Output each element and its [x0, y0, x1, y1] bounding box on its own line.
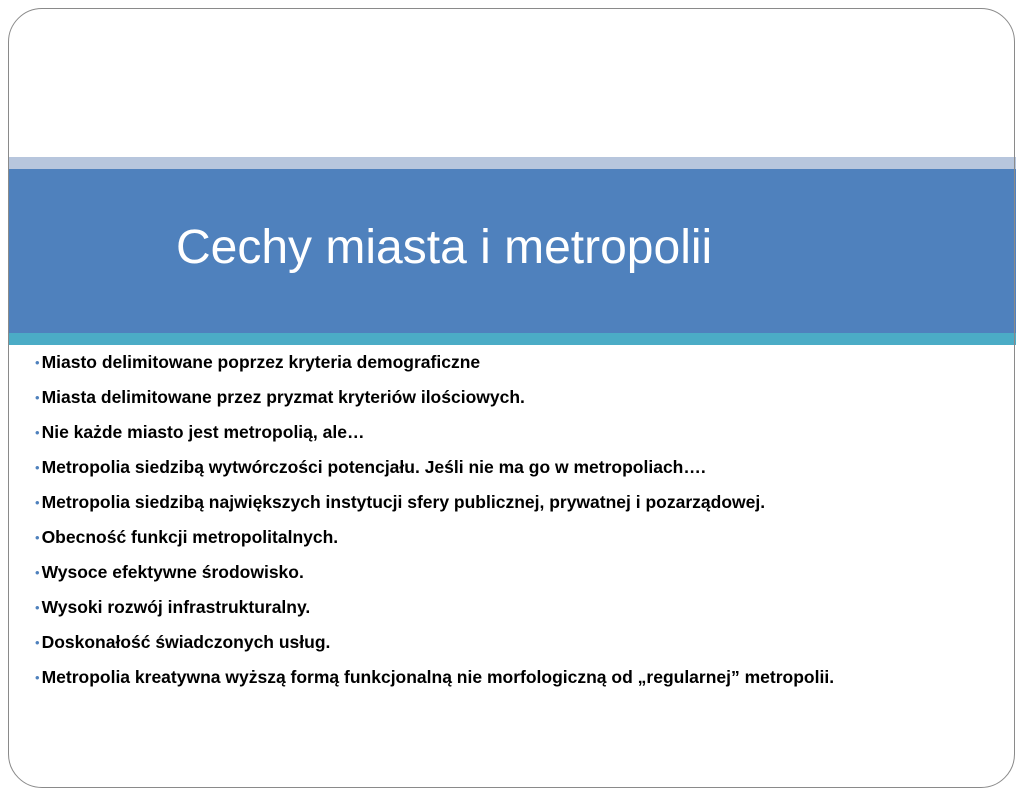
bullet-icon: • — [35, 425, 40, 440]
bullet-item — [30, 595, 1016, 620]
bullet-item — [30, 420, 1016, 445]
bullet-icon: • — [35, 670, 40, 685]
bullet-icon: • — [35, 390, 40, 405]
bullet-item — [30, 630, 1016, 655]
bullet-item — [30, 525, 1016, 550]
bullet-item — [30, 490, 1016, 515]
bullet-item — [30, 455, 1016, 480]
bullet-icon: • — [35, 530, 40, 545]
bullet-icon: • — [35, 565, 40, 580]
slide-title: Cechy miasta i metropolii — [176, 221, 713, 274]
title-top-accent-band — [8, 157, 1016, 169]
bullet-item — [30, 385, 1016, 410]
bullet-icon: • — [35, 600, 40, 615]
bullet-text: Metropolia siedzibą wytwórczości potencjału. Jeśli nie ma go w metropoliach…. — [41, 457, 706, 477]
bullet-icon: • — [35, 355, 40, 370]
bullet-item — [30, 350, 1016, 375]
bullet-text: Metropolia siedzibą największych instytucji sfery publicznej, prywatnej i pozarządowej. — [41, 492, 766, 512]
bullet-icon: • — [35, 495, 40, 510]
bullet-text: Metropolia kreatywna wyższą formą funkcjonalną nie morfologiczną od „regularnej” metropolii. — [41, 667, 835, 687]
bullet-text: Wysoki rozwój infrastrukturalny. — [41, 597, 311, 617]
bullet-list — [30, 350, 1016, 696]
title-bottom-accent-band — [8, 333, 1016, 345]
bullet-item — [30, 560, 1016, 585]
bullet-text: Doskonałość świadczonych usług. — [41, 632, 331, 652]
bullet-text: Wysoce efektywne środowisko. — [41, 562, 304, 582]
bullet-text: Miasta delimitowane przez pryzmat kryteriów ilościowych. — [41, 387, 525, 407]
bullet-text: Obecność funkcji metropolitalnych. — [41, 527, 339, 547]
bullet-text: Miasto delimitowane poprzez kryteria demograficzne — [41, 352, 481, 372]
bullet-icon: • — [35, 460, 40, 475]
bullet-text: Nie każde miasto jest metropolią, ale… — [41, 422, 365, 442]
bullet-item — [30, 665, 1016, 690]
bullet-icon: • — [35, 635, 40, 650]
